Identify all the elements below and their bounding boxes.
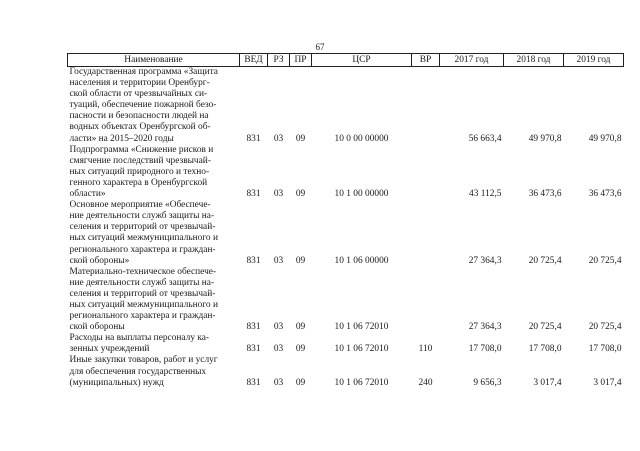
csr-cell: 10 1 00 00000: [334, 189, 389, 200]
column-header-2018: 2018 год: [504, 54, 564, 67]
row-name-line: селения и территорий от чрезвычай-: [69, 288, 216, 299]
row-name-line: регионального характера и граждан-: [69, 244, 216, 255]
column-header-rz: РЗ: [268, 54, 290, 67]
amount-2019-cell: 20 725,4: [588, 255, 622, 266]
ved-cell: 831: [246, 255, 261, 266]
amount-2018-cell: 20 725,4: [528, 255, 562, 266]
table-header-row: [68, 54, 624, 67]
row-name-line: Подпрограмма «Снижение рисков и: [69, 144, 214, 155]
row-name-line: ние деятельности служб защиты на-: [69, 211, 215, 222]
row-name-line: Основное мероприятие «Обеспече-: [69, 200, 211, 211]
ved-cell: 831: [246, 377, 261, 388]
ved-cell: 831: [246, 344, 261, 355]
amount-2019-cell: 49 970,8: [588, 133, 622, 144]
table-body: [68, 67, 624, 389]
column-header-ved: ВЕД: [240, 54, 268, 67]
table-row: [68, 200, 624, 267]
row-name-line: ской области от чрезвычайных си-: [69, 89, 208, 100]
rz-cell: 03: [273, 344, 284, 355]
column-header-csr: ЦСР: [312, 54, 412, 67]
vr-cell: [412, 200, 440, 267]
amount-2018-cell: 3 017,4: [533, 377, 562, 388]
row-name-line: Расходы на выплаты персоналу ка-: [69, 333, 210, 344]
amount-2019-cell: 20 725,4: [588, 322, 622, 333]
row-name-line: ных ситуаций природного и техно-: [69, 166, 210, 177]
row-name-line: зенных учреждений: [69, 344, 150, 355]
rz-cell: 03: [273, 255, 284, 266]
row-name-cell: [68, 333, 240, 355]
pr-cell: 09: [295, 322, 306, 333]
pr-cell: 09: [295, 255, 306, 266]
rz-cell: 03: [273, 377, 284, 388]
csr-cell: 10 1 06 00000: [334, 255, 389, 266]
row-name-line: области»: [69, 189, 106, 200]
ved-cell: 831: [246, 322, 261, 333]
vr-cell: [412, 267, 440, 334]
amount-2019-cell: 17 708,0: [588, 344, 622, 355]
row-name-cell: [68, 67, 240, 145]
table-row: [68, 267, 624, 334]
row-name-line: смягчение последствий чрезвычай-: [69, 155, 211, 166]
amount-2017-cell: 9 656,3: [473, 377, 502, 388]
csr-cell: 10 1 06 72010: [334, 322, 389, 333]
row-name-line: регионального характера и граждан-: [69, 311, 216, 322]
row-name-cell: [68, 145, 240, 200]
column-header-2017: 2017 год: [440, 54, 504, 67]
table-row: [68, 333, 624, 355]
row-name-cell: [68, 355, 240, 388]
vr-cell: [412, 145, 440, 200]
vr-cell: [412, 67, 440, 145]
table-row: [68, 355, 624, 388]
amount-2018-cell: 36 473,6: [528, 189, 562, 200]
row-name-line: ных ситуаций межмуниципального и: [69, 299, 218, 310]
page-number: 67: [315, 42, 325, 52]
row-name-line: Иные закупки товаров, работ и услуг: [69, 355, 218, 366]
amount-2018-cell: 49 970,8: [528, 133, 562, 144]
row-name-line: ской обороны»: [69, 255, 130, 266]
table-row: [68, 67, 624, 145]
budget-table: [67, 53, 624, 389]
row-name-line: населения и территории Оренбург-: [69, 78, 210, 89]
pr-cell: 09: [295, 133, 306, 144]
vr-cell: 240: [418, 377, 433, 388]
row-name-line: (муниципальных) нужд: [69, 377, 164, 388]
column-header-vr: ВР: [412, 54, 440, 67]
column-header-pr: ПР: [290, 54, 312, 67]
column-header-name: Наименование: [68, 54, 240, 67]
csr-cell: 10 0 00 00000: [334, 133, 389, 144]
column-header-2019: 2019 год: [564, 54, 624, 67]
rz-cell: 03: [273, 133, 284, 144]
ved-cell: 831: [246, 189, 261, 200]
row-name-line: для обеспечения государственных: [69, 366, 207, 377]
amount-2017-cell: 27 364,3: [468, 322, 502, 333]
amount-2019-cell: 36 473,6: [588, 189, 622, 200]
row-name-line: генного характера в Оренбургской: [69, 177, 208, 188]
row-name-line: ской обороны: [69, 322, 125, 333]
row-name-line: водных объектах Оренбургской об-: [69, 122, 211, 133]
row-name-line: ласти» на 2015–2020 годы: [69, 133, 174, 144]
amount-2017-cell: 17 708,0: [468, 344, 502, 355]
pr-cell: 09: [295, 189, 306, 200]
pr-cell: 09: [295, 344, 306, 355]
rz-cell: 03: [273, 322, 284, 333]
row-name-line: Государственная программа «Защита: [69, 67, 218, 77]
table-row: [68, 145, 624, 200]
amount-2019-cell: 3 017,4: [593, 377, 622, 388]
row-name-line: ных ситуаций межмуниципального и: [69, 233, 218, 244]
ved-cell: 831: [246, 133, 261, 144]
row-name-line: Материально-техническое обеспече-: [69, 266, 217, 277]
pr-cell: 09: [295, 377, 306, 388]
amount-2017-cell: 43 112,5: [469, 189, 502, 200]
row-name-line: пасности и безопасности людей на: [69, 111, 209, 122]
amount-2018-cell: 20 725,4: [528, 322, 562, 333]
amount-2017-cell: 56 663,4: [468, 133, 502, 144]
row-name-line: селения и территорий от чрезвычай-: [69, 222, 216, 233]
row-name-cell: [68, 200, 240, 267]
csr-cell: 10 1 06 72010: [334, 377, 389, 388]
amount-2017-cell: 27 364,3: [468, 255, 502, 266]
row-name-cell: [68, 267, 240, 334]
amount-2018-cell: 17 708,0: [528, 344, 562, 355]
csr-cell: 10 1 06 72010: [334, 344, 389, 355]
rz-cell: 03: [273, 189, 284, 200]
vr-cell: 110: [418, 344, 433, 355]
row-name-line: туаций, обеспечение пожарной безо-: [69, 100, 217, 111]
row-name-line: ние деятельности служб защиты на-: [69, 277, 215, 288]
